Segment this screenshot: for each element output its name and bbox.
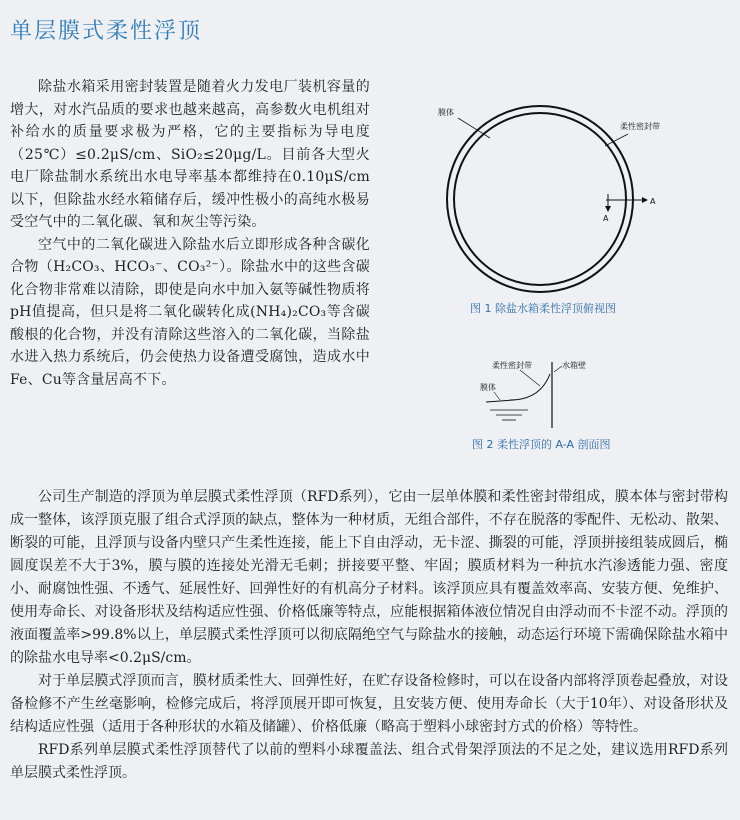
label-membrane: 膜体 xyxy=(438,108,454,117)
figure-2-diagram xyxy=(470,356,620,430)
left-text-column xyxy=(10,76,370,391)
membrane-body-leader xyxy=(494,392,500,400)
main-text-section xyxy=(10,486,728,785)
intro-paragraph-1: 除盐水箱采用密封装置是随着火力发电厂装机容量的增大，对水汽品质的要求也越来越高，高参数火电机组对补给水的质量要求极为严格，它的主要指标为导电度（25℃）≤0.2μS/cm、SiO₂≤20μg/L。目前各大型火电厂除盐制水系统出水电导率基本都维持在0.10μS/cm以下，但除盐水经水箱储存后，缓冲性极小的高纯水极易受空气中的二氧化碳、氧和灰尘等污染。 xyxy=(10,79,370,230)
figure-1-diagram xyxy=(430,96,660,296)
intro-paragraph-2: 空气中的二氧化碳进入除盐水后立即形成各种含碳化合物（H₂CO₃、HCO₃⁻、CO₃²⁻）。除盐水中的这些含碳化合物非常难以清除，即使是向水中加入氨等碱性物质将pH值提高，但只是将二氧化碳转化成(NH₄)₂CO₃等含碳酸根的化合物，并没有清除这些溶入的二氧化碳，当除盐水进入热力系统后，仍会使热力设备遭受腐蚀，造成水中Fe、Cu等含量居高不下。 xyxy=(10,236,370,388)
label-tank-wall: 水箱壁 xyxy=(562,361,586,370)
tank-wall-leader xyxy=(554,366,562,372)
label-seal-band: 柔性密封带 xyxy=(492,361,532,370)
body-paragraph-3: RFD系列单层膜式柔性浮顶替代了以前的塑料小球覆盖法、组合式骨架浮顶法的不足之处，建议选用RFD系列单层膜式柔性浮顶。 xyxy=(10,742,728,781)
section-arrow-right-head xyxy=(642,197,648,203)
section-arrow-down-head xyxy=(605,206,611,212)
body-paragraph-2: 对于单层膜式浮顶而言，膜材质柔性大、回弹性好，在贮存设备检修时，可以在设备内部将浮顶卷起叠放，对设备检修不产生丝毫影响，检修完成后，将浮顶展开即可恢复，且安装方便、使用寿命长（大于10年）、对设备形状及结构适应性强（适用于各种形状的水箱及储罐）、价格低廉（略高于塑料小球密封方式的价格）等特性。 xyxy=(10,673,728,735)
figure-1-caption: 图 1 除盐水箱柔性浮顶俯视图 xyxy=(470,302,616,315)
label-membrane-body: 膜体 xyxy=(480,383,496,392)
label-a-right: A xyxy=(650,197,656,206)
tank-outer-circle xyxy=(447,106,633,292)
page-title: 单层膜式柔性浮顶 xyxy=(10,19,203,44)
membrane-leader-line xyxy=(458,118,490,138)
label-seal: 柔性密封带 xyxy=(620,122,660,131)
body-paragraph-1: 公司生产制造的浮顶为单层膜式柔性浮顶（RFD系列），它由一层单体膜和柔性密封带组成，膜本体与密封带构成一整体，该浮顶克服了组合式浮顶的缺点，整体为一种材质，无组合部件，不存在脱落的零配件、无松动、散架、断裂的可能，且浮顶与设备内壁只产生柔性连接，能上下自由浮动，无卡涩、撕裂的可能，浮顶拼接组装成圆后，椭圆度误差不大于3%，膜与膜的连接处光滑无毛刺；拼接要平整、牢固；膜质材料为一种抗水汽渗透能力强、密度小、耐腐蚀性强、不透气、延展性好、回弹性好的有机高分子材料。该浮顶应具有覆盖效率高、安装方便、免维护、使用寿命长、对设备形状及结构适应性强、价格低廉等特点，应能根据箱体液位情况自由浮动而不卡涩不动。浮顶的液面覆盖率>99.8%以上，单层膜式柔性浮顶可以彻底隔绝空气与除盐水的接触，动态运行环境下需确保除盐水箱中的除盐水电导率<0.2μS/cm。 xyxy=(10,489,728,666)
seal-band-leader xyxy=(520,370,540,386)
figure-2-caption: 图 2 柔性浮顶的 A-A 剖面图 xyxy=(472,438,611,451)
label-a-left: A xyxy=(603,214,609,223)
tank-inner-circle xyxy=(454,113,626,285)
membrane-line xyxy=(486,400,514,402)
